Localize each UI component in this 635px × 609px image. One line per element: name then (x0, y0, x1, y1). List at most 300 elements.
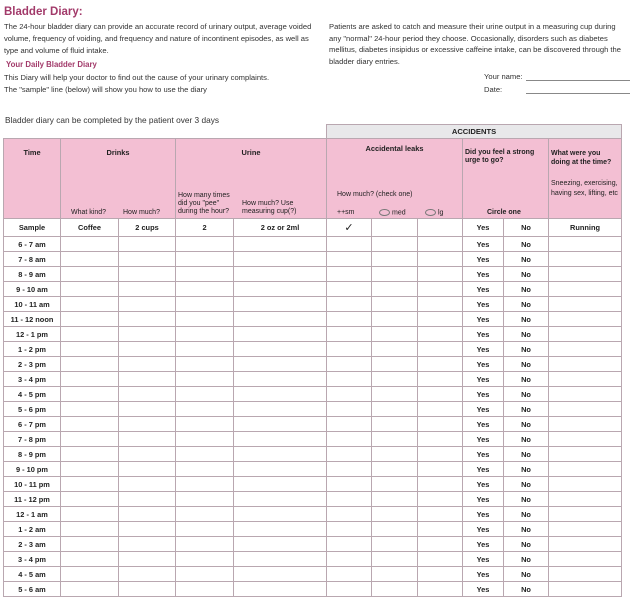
urine-much-cell[interactable] (234, 582, 327, 597)
urine-times-cell[interactable] (176, 297, 234, 312)
urine-much-cell[interactable] (234, 267, 327, 282)
urge-yes-option[interactable]: Yes (463, 387, 504, 402)
drinks-much-cell[interactable] (119, 492, 176, 507)
urine-much-cell[interactable] (234, 327, 327, 342)
leak-sm-cell[interactable] (327, 567, 372, 582)
drinks-much-cell[interactable] (119, 252, 176, 267)
urge-yes-option[interactable]: Yes (463, 327, 504, 342)
doing-cell[interactable] (549, 477, 622, 492)
drinks-much-cell[interactable] (119, 327, 176, 342)
urine-times-cell[interactable] (176, 552, 234, 567)
urine-times-cell[interactable] (176, 447, 234, 462)
urge-yes-option[interactable]: Yes (463, 357, 504, 372)
urge-yes-option[interactable]: Yes (463, 342, 504, 357)
leak-med-cell[interactable] (372, 567, 418, 582)
urine-times-cell[interactable] (176, 252, 234, 267)
drinks-kind-cell[interactable] (61, 507, 119, 522)
leak-sm-cell[interactable] (327, 387, 372, 402)
leak-med-cell[interactable] (372, 297, 418, 312)
leak-lg-cell[interactable] (418, 552, 463, 567)
urge-no-option[interactable]: No (504, 357, 549, 372)
urine-times-cell[interactable] (176, 267, 234, 282)
urge-yes-option[interactable]: Yes (463, 492, 504, 507)
row-time: 12 - 1 am (4, 507, 61, 522)
urine-times-cell[interactable] (176, 372, 234, 387)
drinks-kind-cell[interactable] (61, 252, 119, 267)
leak-lg-cell[interactable] (418, 297, 463, 312)
drinks-kind-cell[interactable] (61, 267, 119, 282)
drinks-kind-cell[interactable] (61, 417, 119, 432)
row-time: 6 - 7 am (4, 237, 61, 252)
table-row (4, 477, 622, 492)
urine-much-cell[interactable] (234, 387, 327, 402)
urine-times-cell[interactable] (176, 237, 234, 252)
urge-no-option[interactable]: No (504, 537, 549, 552)
drinks-much-cell[interactable] (119, 507, 176, 522)
drinks-kind-cell[interactable] (61, 582, 119, 597)
leak-sm-cell[interactable] (327, 282, 372, 297)
urine-times-cell[interactable] (176, 417, 234, 432)
urge-yes-option[interactable]: Yes (463, 447, 504, 462)
leak-sm-cell[interactable] (327, 267, 372, 282)
leak-lg-cell[interactable] (418, 462, 463, 477)
drinks-much-cell[interactable] (119, 477, 176, 492)
leak-sm-cell[interactable] (327, 342, 372, 357)
urge-no-option[interactable]: No (504, 567, 549, 582)
completion-note: Bladder diary can be completed by the patient over 3 days (5, 115, 220, 125)
sample-times: 2 (176, 219, 234, 237)
urge-yes-option[interactable]: Yes (463, 537, 504, 552)
row-time: 3 - 4 pm (4, 372, 61, 387)
drinks-kind-cell[interactable] (61, 312, 119, 327)
drinks-kind-cell[interactable] (61, 462, 119, 477)
urine-much-cell[interactable] (234, 297, 327, 312)
urine-times-cell[interactable] (176, 327, 234, 342)
drinks-kind-cell[interactable] (61, 327, 119, 342)
urge-no-option[interactable]: No (504, 522, 549, 537)
doing-cell[interactable] (549, 282, 622, 297)
urge-yes-option[interactable]: Yes (463, 507, 504, 522)
row-time: 1 - 2 am (4, 522, 61, 537)
leak-sm-cell[interactable] (327, 372, 372, 387)
urge-no-option[interactable]: No (504, 432, 549, 447)
leak-med-cell[interactable] (372, 387, 418, 402)
drinks-much-cell[interactable] (119, 537, 176, 552)
urine-much-cell[interactable] (234, 402, 327, 417)
leak-sm-cell[interactable] (327, 327, 372, 342)
date-label: Date: (484, 85, 503, 94)
urge-yes-option[interactable]: Yes (463, 522, 504, 537)
leak-lg-cell[interactable] (418, 432, 463, 447)
drinks-kind-cell[interactable] (61, 282, 119, 297)
urine-times-cell[interactable] (176, 342, 234, 357)
drinks-much-cell[interactable] (119, 417, 176, 432)
table-row (4, 282, 622, 297)
instructions-line-2: The "sample" line (below) will show you how to use the diary (4, 85, 207, 94)
drinks-much-cell[interactable] (119, 282, 176, 297)
row-time: 7 - 8 pm (4, 432, 61, 447)
urine-much-cell[interactable] (234, 252, 327, 267)
leak-sm-cell[interactable] (327, 537, 372, 552)
urine-times-cell[interactable] (176, 312, 234, 327)
leak-sm-cell[interactable] (327, 312, 372, 327)
table-row (4, 552, 622, 567)
urge-no-option[interactable]: No (504, 447, 549, 462)
row-time: 2 - 3 pm (4, 357, 61, 372)
urine-much-cell[interactable] (234, 357, 327, 372)
leak-lg-cell[interactable] (418, 282, 463, 297)
doing-cell[interactable] (549, 267, 622, 282)
urine-much-cell[interactable] (234, 492, 327, 507)
urge-yes-option[interactable]: Yes (463, 582, 504, 597)
leak-lg-cell[interactable] (418, 237, 463, 252)
doing-cell[interactable] (549, 567, 622, 582)
leak-med-cell[interactable] (372, 282, 418, 297)
drinks-kind-cell[interactable] (61, 537, 119, 552)
urine-times-cell[interactable] (176, 432, 234, 447)
leak-lg-cell[interactable] (418, 447, 463, 462)
urge-yes-option[interactable]: Yes (463, 282, 504, 297)
doing-cell[interactable] (549, 522, 622, 537)
doing-cell[interactable] (549, 402, 622, 417)
table-row (4, 267, 622, 282)
leak-med-cell[interactable] (372, 417, 418, 432)
drinks-much-cell[interactable] (119, 357, 176, 372)
drinks-kind-cell[interactable] (61, 237, 119, 252)
drinks-much-cell[interactable] (119, 297, 176, 312)
leak-lg-cell[interactable] (418, 507, 463, 522)
leak-med-cell[interactable] (372, 237, 418, 252)
oval-icon (379, 209, 390, 216)
drinks-much-cell[interactable] (119, 567, 176, 582)
leak-sm-cell[interactable] (327, 447, 372, 462)
urge-yes-option[interactable]: Yes (463, 312, 504, 327)
drinks-kind-cell[interactable] (61, 477, 119, 492)
urine-much-cell[interactable] (234, 417, 327, 432)
doing-cell[interactable] (549, 342, 622, 357)
urine-times-cell[interactable] (176, 402, 234, 417)
leak-med-cell[interactable] (372, 507, 418, 522)
leak-med-cell[interactable] (372, 267, 418, 282)
sample-check-icon: ✓ (327, 219, 372, 237)
urge-no-option[interactable]: No (504, 312, 549, 327)
doing-cell[interactable] (549, 447, 622, 462)
table-row (4, 567, 622, 582)
doing-cell[interactable] (549, 462, 622, 477)
drinks-kind-cell[interactable] (61, 342, 119, 357)
doing-cell[interactable] (549, 492, 622, 507)
bladder-diary-table (3, 124, 622, 597)
urge-no-option[interactable]: No (504, 417, 549, 432)
urge-no-option[interactable]: No (504, 267, 549, 282)
leak-sm-cell[interactable] (327, 477, 372, 492)
leak-med-cell[interactable] (372, 447, 418, 462)
table-row (4, 402, 622, 417)
row-time: 12 - 1 pm (4, 327, 61, 342)
table-row (4, 297, 622, 312)
drinks-much-cell[interactable] (119, 387, 176, 402)
drinks-much-cell[interactable] (119, 462, 176, 477)
leak-lg-cell[interactable] (418, 327, 463, 342)
doing-cell[interactable] (549, 537, 622, 552)
row-time: 8 - 9 pm (4, 447, 61, 462)
urge-yes-option[interactable]: Yes (463, 252, 504, 267)
leak-lg-cell[interactable] (418, 252, 463, 267)
leak-lg-cell[interactable] (418, 372, 463, 387)
urine-times-cell[interactable] (176, 492, 234, 507)
urge-yes-option[interactable]: Yes (463, 237, 504, 252)
urge-yes-option[interactable]: Yes (463, 372, 504, 387)
doing-cell[interactable] (549, 312, 622, 327)
sample-doing: Running (549, 219, 622, 237)
urine-much-cell[interactable] (234, 477, 327, 492)
table-row (4, 537, 622, 552)
doing-cell[interactable] (549, 297, 622, 312)
leak-med-cell[interactable] (372, 357, 418, 372)
doing-cell[interactable] (549, 387, 622, 402)
leak-sm-cell[interactable] (327, 552, 372, 567)
row-time: 2 - 3 am (4, 537, 61, 552)
row-time: 11 - 12 noon (4, 312, 61, 327)
urge-no-option[interactable]: No (504, 252, 549, 267)
header-doing: What were you doing at the time? Sneezing, exercising, having sex, lifting, etc (549, 139, 622, 219)
leak-lg-cell[interactable] (418, 417, 463, 432)
header-urine: Urine How many times did you "pee" during the hour? How much? Use measuring cup(?) (176, 139, 327, 219)
urge-yes-option[interactable]: Yes (463, 477, 504, 492)
sample-much: 2 cups (119, 219, 176, 237)
urge-no-option[interactable]: No (504, 492, 549, 507)
urge-no-option[interactable]: No (504, 477, 549, 492)
leak-med-cell[interactable] (372, 252, 418, 267)
urge-no-option[interactable]: No (504, 402, 549, 417)
urine-much-cell[interactable] (234, 432, 327, 447)
leaks-how-label: How much? (check one) (337, 191, 413, 198)
leak-lg-cell[interactable] (418, 342, 463, 357)
urine-times-cell[interactable] (176, 507, 234, 522)
urge-circle-label: Circle one (487, 209, 521, 216)
leak-med-cell[interactable] (372, 312, 418, 327)
leak-lg-cell[interactable] (418, 402, 463, 417)
drinks-much-cell[interactable] (119, 582, 176, 597)
drinks-kind-label: What kind? (71, 209, 107, 216)
drinks-kind-cell[interactable] (61, 432, 119, 447)
drinks-much-cell[interactable] (119, 342, 176, 357)
urine-times-cell[interactable] (176, 462, 234, 477)
page-title: Bladder Diary: (4, 6, 83, 18)
oval-icon (425, 209, 436, 216)
table-row (4, 447, 622, 462)
drinks-kind-cell[interactable] (61, 372, 119, 387)
leak-med-cell[interactable] (372, 522, 418, 537)
leak-sm-cell[interactable] (327, 252, 372, 267)
leak-med-cell[interactable] (372, 477, 418, 492)
leak-med-cell[interactable] (372, 372, 418, 387)
leak-sm-cell[interactable] (327, 297, 372, 312)
drinks-kind-cell[interactable] (61, 387, 119, 402)
doing-cell[interactable] (549, 552, 622, 567)
urine-times-cell[interactable] (176, 357, 234, 372)
urge-no-option[interactable]: No (504, 237, 549, 252)
leak-lg-cell[interactable] (418, 582, 463, 597)
urine-times-label: How many times did you "pee" during the hour? (178, 192, 230, 215)
leak-sm-cell[interactable] (327, 357, 372, 372)
leak-sm-cell[interactable] (327, 522, 372, 537)
name-field[interactable] (526, 71, 630, 81)
table-row (4, 582, 622, 597)
sample-yes: Yes (463, 219, 504, 237)
urine-times-cell[interactable] (176, 522, 234, 537)
urine-times-cell[interactable] (176, 282, 234, 297)
table-row (4, 342, 622, 357)
leak-sm-cell[interactable] (327, 432, 372, 447)
date-field-row (484, 84, 630, 94)
leak-lg-cell[interactable] (418, 477, 463, 492)
drinks-kind-cell[interactable] (61, 567, 119, 582)
leak-med-cell[interactable] (372, 537, 418, 552)
urge-no-option[interactable]: No (504, 387, 549, 402)
drinks-kind-cell[interactable] (61, 447, 119, 462)
urine-times-cell[interactable] (176, 387, 234, 402)
urine-times-cell[interactable] (176, 567, 234, 582)
leak-lg-cell[interactable] (418, 522, 463, 537)
leak-lg-cell[interactable] (418, 492, 463, 507)
leak-med-cell[interactable] (372, 432, 418, 447)
leak-lg-cell[interactable] (418, 267, 463, 282)
urine-times-cell[interactable] (176, 537, 234, 552)
doing-cell[interactable] (549, 357, 622, 372)
urge-no-option[interactable]: No (504, 372, 549, 387)
leak-sm-cell[interactable] (327, 417, 372, 432)
drinks-much-cell[interactable] (119, 432, 176, 447)
urine-much-cell[interactable] (234, 522, 327, 537)
leak-sm-label: ++sm (337, 209, 355, 216)
table-row (4, 432, 622, 447)
leak-sm-cell[interactable] (327, 492, 372, 507)
table-row (4, 507, 622, 522)
doing-cell[interactable] (549, 582, 622, 597)
leak-med-cell[interactable] (372, 552, 418, 567)
doing-cell[interactable] (549, 507, 622, 522)
urine-much-cell[interactable] (234, 237, 327, 252)
urge-yes-option[interactable]: Yes (463, 297, 504, 312)
doing-cell[interactable] (549, 417, 622, 432)
header-drinks: Drinks What kind? How much? (61, 139, 176, 219)
drinks-kind-cell[interactable] (61, 522, 119, 537)
row-time: 5 - 6 pm (4, 402, 61, 417)
urine-much-cell[interactable] (234, 537, 327, 552)
urge-yes-option[interactable]: Yes (463, 267, 504, 282)
sample-urine-much: 2 oz or 2ml (234, 219, 327, 237)
urge-yes-option[interactable]: Yes (463, 417, 504, 432)
urge-no-option[interactable]: No (504, 282, 549, 297)
leak-lg-cell[interactable] (418, 357, 463, 372)
drinks-much-cell[interactable] (119, 372, 176, 387)
urine-times-cell[interactable] (176, 582, 234, 597)
leak-med-cell[interactable] (372, 342, 418, 357)
drinks-kind-cell[interactable] (61, 297, 119, 312)
table-row (4, 357, 622, 372)
leak-sm-cell[interactable] (327, 462, 372, 477)
leak-sm-cell[interactable] (327, 582, 372, 597)
table-row (4, 417, 622, 432)
urge-no-option[interactable]: No (504, 552, 549, 567)
urine-much-cell[interactable] (234, 462, 327, 477)
drinks-much-cell[interactable] (119, 522, 176, 537)
table-row (4, 237, 622, 252)
drinks-much-cell[interactable] (119, 267, 176, 282)
urine-much-cell[interactable] (234, 447, 327, 462)
urine-much-cell[interactable] (234, 282, 327, 297)
drinks-much-cell[interactable] (119, 402, 176, 417)
urge-no-option[interactable]: No (504, 342, 549, 357)
leak-med-cell[interactable] (372, 327, 418, 342)
urine-much-cell[interactable] (234, 507, 327, 522)
urge-no-option[interactable]: No (504, 582, 549, 597)
leak-med-cell[interactable] (372, 462, 418, 477)
urge-yes-option[interactable]: Yes (463, 462, 504, 477)
doing-cell[interactable] (549, 372, 622, 387)
diary-subtitle: Your Daily Bladder Diary (6, 60, 97, 69)
leak-sm-cell[interactable] (327, 507, 372, 522)
urge-yes-option[interactable]: Yes (463, 552, 504, 567)
date-field[interactable] (526, 84, 630, 94)
drinks-much-cell[interactable] (119, 552, 176, 567)
sample-row (4, 219, 622, 237)
urine-much-cell[interactable] (234, 312, 327, 327)
leak-lg-cell[interactable] (418, 312, 463, 327)
urine-much-cell[interactable] (234, 567, 327, 582)
row-time: 6 - 7 pm (4, 417, 61, 432)
drinks-kind-cell[interactable] (61, 402, 119, 417)
drinks-kind-cell[interactable] (61, 492, 119, 507)
leak-lg-cell[interactable] (418, 537, 463, 552)
urine-much-cell[interactable] (234, 552, 327, 567)
leak-lg-option: lg (425, 209, 443, 216)
doing-cell[interactable] (549, 327, 622, 342)
drinks-much-cell[interactable] (119, 312, 176, 327)
urge-yes-option[interactable]: Yes (463, 567, 504, 582)
urge-no-option[interactable]: No (504, 462, 549, 477)
drinks-much-cell[interactable] (119, 447, 176, 462)
row-time: 3 - 4 pm (4, 552, 61, 567)
doing-cell[interactable] (549, 432, 622, 447)
leak-med-cell[interactable] (372, 492, 418, 507)
urge-no-option[interactable]: No (504, 507, 549, 522)
leak-med-cell[interactable] (372, 582, 418, 597)
urge-yes-option[interactable]: Yes (463, 432, 504, 447)
leak-lg-cell[interactable] (418, 387, 463, 402)
urine-much-cell[interactable] (234, 372, 327, 387)
leak-sm-cell[interactable] (327, 402, 372, 417)
drinks-kind-cell[interactable] (61, 357, 119, 372)
table-row (4, 312, 622, 327)
leak-sm-cell[interactable] (327, 237, 372, 252)
drinks-kind-cell[interactable] (61, 552, 119, 567)
urine-times-cell[interactable] (176, 477, 234, 492)
doing-examples: Sneezing, exercising, having sex, lifting, etc (551, 180, 618, 197)
row-time: 9 - 10 am (4, 282, 61, 297)
drinks-much-cell[interactable] (119, 237, 176, 252)
row-time: 11 - 12 pm (4, 492, 61, 507)
leak-lg-cell[interactable] (418, 567, 463, 582)
leak-med-cell[interactable] (372, 402, 418, 417)
doing-cell[interactable] (549, 237, 622, 252)
urge-yes-option[interactable]: Yes (463, 402, 504, 417)
urine-much-cell[interactable] (234, 342, 327, 357)
urge-no-option[interactable]: No (504, 327, 549, 342)
doing-cell[interactable] (549, 252, 622, 267)
urge-no-option[interactable]: No (504, 297, 549, 312)
